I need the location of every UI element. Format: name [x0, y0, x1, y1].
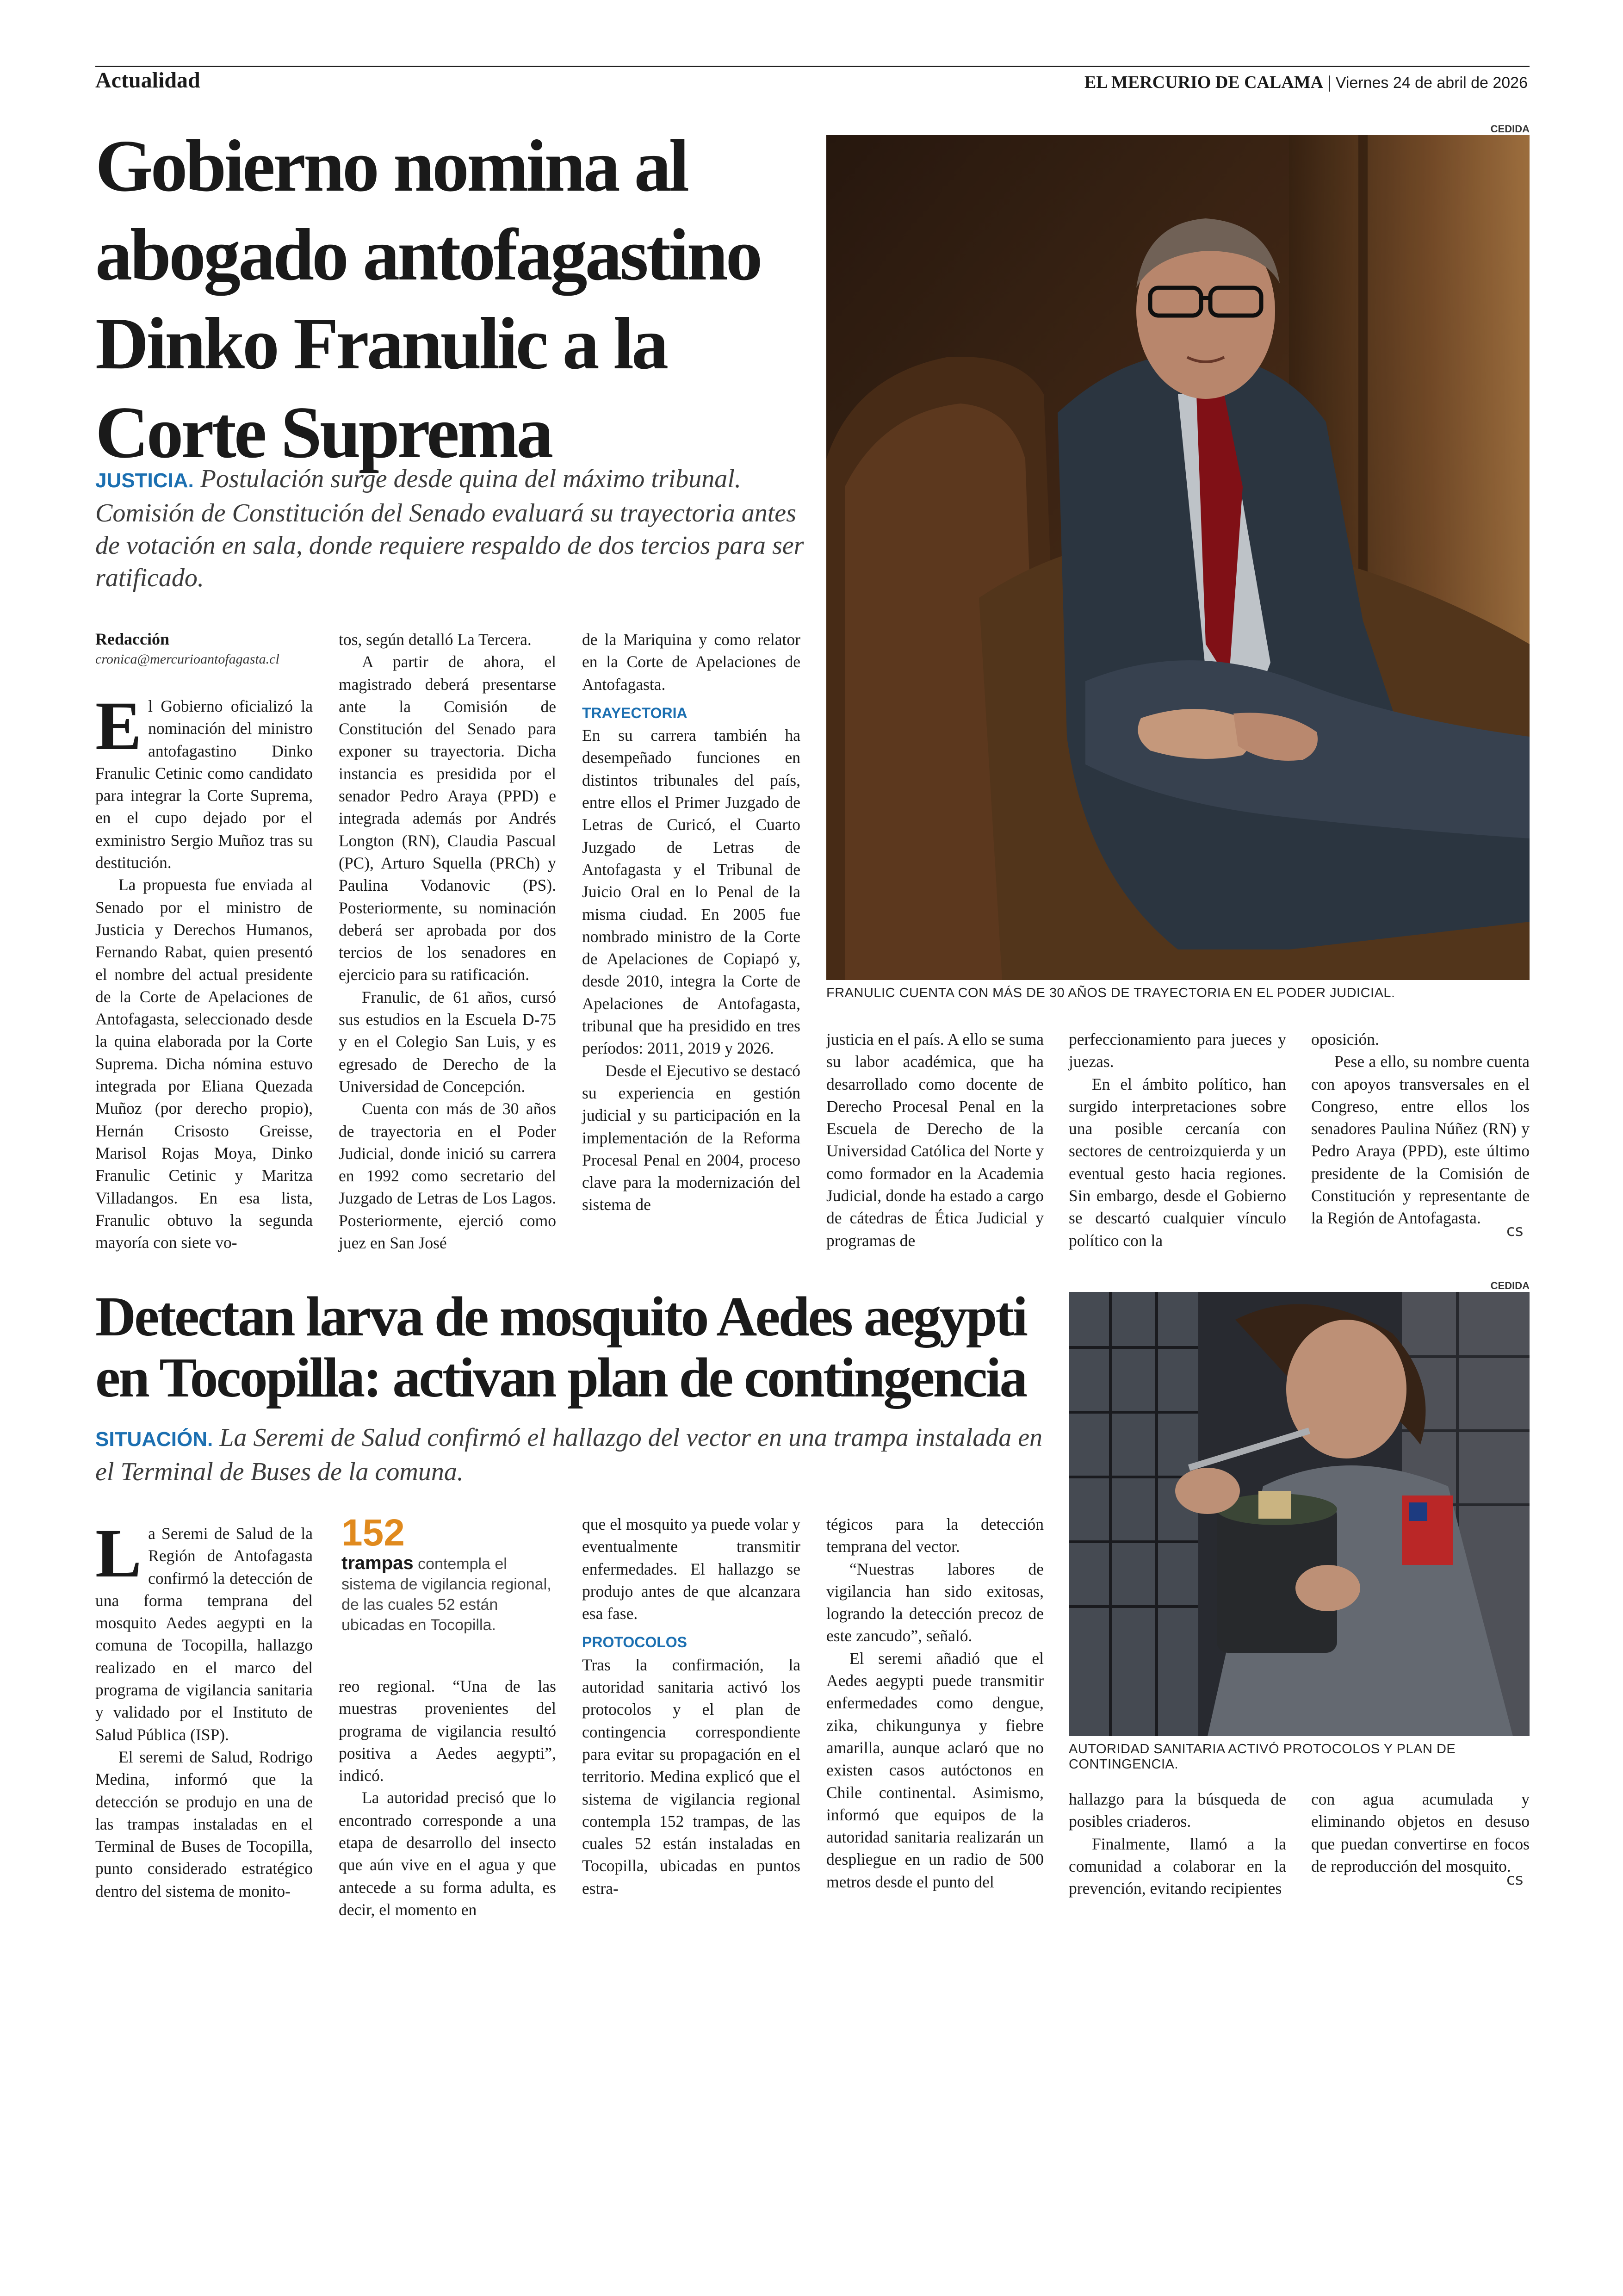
issue-date: Viernes 24 de abril de 2026	[1335, 74, 1528, 92]
article1-column-4	[826, 1028, 1044, 1252]
byline	[95, 629, 308, 667]
pull-quote-label: trampas	[341, 1553, 414, 1573]
article2-column-2	[339, 1675, 556, 1921]
article2-paragraph: a Seremi de Salud de la Región de Antofagasta confirmó la detección de una forma temprana del mosquito Aedes aegypti en la comuna de Tocopilla, hallazgo realizado en el marco del programa de vigilancia sanitaria y validado por el Instituto de Salud Pública (ISP).	[95, 1524, 313, 1744]
photo1-caption: FRANULIC CUENTA CON MÁS DE 30 AÑOS DE TRAYECTORIA EN EL PODER JUDICIAL.	[826, 986, 1395, 1000]
article1-paragraph: Pese a ello, su nombre cuenta con apoyos transversales en el Congreso, entre ellos los senadores Paulina Núñez (RN) y Pedro Araya (PPD), este último presidente de la Comisión de Constitución y representante de la Región de Antofagasta.	[1311, 1052, 1530, 1228]
article1-paragraph: perfeccionamiento para jueces y juezas.	[1069, 1030, 1286, 1071]
article1-paragraph: En el ámbito político, han surgido interpretaciones sobre una posible cercanía con sectores de centroizquierda y un eventual gesto hacia regiones. Sin embargo, desde el Gobierno se descartó cualquier vínculo político con la	[1069, 1074, 1286, 1250]
article1-paragraph: de la Mariquina y como relator en la Corte de Apelaciones de Antofagasta.	[582, 630, 800, 694]
article2-column-5	[1069, 1788, 1286, 1899]
article2-paragraph: “Nuestras labores de vigilancia han sido exitosas, logrando la detección precoz de este zancudo”, señaló.	[826, 1559, 1044, 1645]
article2-paragraph: hallazgo para la búsqueda de posibles criaderos.	[1069, 1790, 1286, 1831]
article2-paragraph: Finalmente, llamó a la comunidad a colaborar en la prevención, evitando recipientes	[1069, 1834, 1286, 1898]
article2-end-mark: cs	[1506, 1870, 1524, 1889]
article1-column-5	[1069, 1028, 1286, 1252]
photo2-caption: AUTORIDAD SANITARIA ACTIVÓ PROTOCOLOS Y PLAN DE CONTINGENCIA.	[1069, 1742, 1456, 1772]
article1-paragraph: l Gobierno oficializó la nominación del ministro antofagastino Dinko Franulic Cetinic como candidato para integrar la Corte Suprema, en el cupo dejado por el exministro Sergio Muñoz tras su destitución.	[95, 697, 313, 872]
article2-paragraph: La autoridad precisó que lo encontrado corresponde a una etapa de desarrollo del insecto que aún vive en el agua y que antecede a su forma adulta, es decir, el momento en	[339, 1788, 556, 1919]
article1-paragraph: En su carrera también ha desempeñado funciones en distintos tribunales del país, entre ellos el Primer Juzgado de Letras de Curicó, el Cuarto Juzgado de Letras de Antofagasta y el Tribunal de Juicio Oral en lo Penal de la misma ciudad. En 2005 fue nombrado ministro de la Corte de Apelaciones de Copiapó y, desde 2010, integra la Corte de Apelaciones de Antofagasta, tribunal que ha presidido en tres períodos: 2011, 2019 y 2026.	[582, 726, 800, 1058]
article1-drop-cap: E	[95, 688, 142, 764]
health-worker-illustration	[1069, 1292, 1530, 1736]
article1-paragraph: Cuenta con más de 30 años de trayectoria en el Poder Judicial, donde inició su carrera en 1992 como secretario del Juzgado de Letras de Los Lagos. Posteriormente, ejerció como juez en San José	[339, 1099, 556, 1253]
article1-headline: Gobierno nomina al abogado antofagastino Dinko Franulic a la Corte Suprema	[95, 124, 761, 473]
article2-paragraph: con agua acumulada y eliminando objetos en desuso que puedan convertirse en focos de reproducción del mosquito.	[1311, 1790, 1530, 1875]
article2-lead-text: La Seremi de Salud confirmó el hallazgo del vector en una trampa instalada en el Terminal de Buses de la comuna.	[95, 1423, 1043, 1486]
article2-drop-cap: L	[95, 1515, 142, 1592]
byline-email: cronica@mercurioantofagasta.cl	[95, 652, 279, 667]
article1-column-3	[582, 628, 800, 1216]
article1-paragraph: tos, según detalló La Tercera.	[339, 630, 532, 649]
article2-paragraph: El seremi añadió que el Aedes aegypti puede transmitir enfermedades como dengue, zika, chikungunya y fiebre amarilla, aunque aclaró que no existen casos autóctonos en Chile continental. Asimismo, informó que equipos de la autoridad sanitaria realizarán un despliegue en un radio de 500 metros desde el punto del	[826, 1649, 1044, 1891]
article2-paragraph: El seremi de Salud, Rodrigo Medina, informó que la detección se produjo en una de las trampas instaladas en el Terminal de Buses de Tocopilla, punto considerado estratégico dentro del sistema de monito-	[95, 1747, 313, 1900]
article2-column-6	[1311, 1788, 1530, 1877]
article2-subhead: PROTOCOLOS	[582, 1634, 687, 1651]
article1-column-6	[1311, 1028, 1530, 1229]
article1-lead	[95, 463, 808, 594]
paper-name: EL MERCURIO DE CALAMA	[1084, 73, 1324, 92]
article1-column-2	[339, 628, 556, 1254]
article1-end-mark: cs	[1506, 1222, 1524, 1240]
article1-paragraph: oposición.	[1311, 1030, 1379, 1049]
portrait-illustration	[826, 135, 1530, 980]
article2-paragraph: reo regional. “Una de las muestras provenientes del programa de vigilancia resultó positiva a Aedes aegypti”, indicó.	[339, 1677, 556, 1785]
article2-paragraph: que el mosquito ya puede volar y eventualmente transmitir enfermedades. El hallazgo se produjo antes de que alcanzara esa fase.	[582, 1515, 800, 1623]
article1-paragraph: justicia en el país. A ello se suma su labor académica, que ha desarrollado como docente de Derecho Procesal Penal en la Escuela de Derecho de la Universidad Católica del Norte y como formador en la Academia Judicial, donde ha estado a cargo de cátedras de Ética Judicial y programas de	[826, 1030, 1044, 1250]
photo-franulic	[826, 135, 1530, 980]
photo-health-worker	[1069, 1292, 1530, 1736]
article2-column-3	[582, 1513, 800, 1899]
article2-paragraph: tégicos para la detección temprana del vector.	[826, 1515, 1044, 1556]
photo1-credit: CEDIDA	[1490, 123, 1530, 135]
masthead-separator: |	[1323, 73, 1336, 92]
article1-kicker: JUSTICIA.	[95, 469, 194, 492]
pull-quote	[341, 1513, 556, 1635]
article1-paragraph: Franulic, de 61 años, cursó sus estudios en la Escuela D-75 y en el Colegio San Luis, y es egresado de Derecho de la Universidad de Concepción.	[339, 987, 556, 1096]
header-rule	[95, 66, 1530, 67]
article1-lead-text: Postulación surge desde quina del máximo tribunal. Comisión de Constitución del Senado evaluará su trayectoria antes de votación en sala, donde requiere respaldo de dos tercios para ser ratificado.	[95, 465, 804, 592]
article1-subhead: TRAYECTORIA	[582, 704, 688, 721]
byline-name: Redacción	[95, 630, 169, 648]
article1-paragraph: Desde el Ejecutivo se destacó su experiencia en gestión judicial y su participación en la implementación de la Reforma Procesal Penal en 2004, proceso clave para la modernización del sistema de	[582, 1061, 800, 1214]
section-label: Actualidad	[95, 68, 200, 93]
article2-paragraph: Tras la confirmación, la autoridad sanitaria activó los protocolos y el plan de contingencia correspondiente para evitar su propagación en el territorio. Medina explicó que el sistema de vigilancia regional contempla 152 trampas, de las cuales 52 están instaladas en Tocopilla, ubicadas en puntos estra-	[582, 1655, 800, 1898]
article2-headline: Detectan larva de mosquito Aedes aegypti en Tocopilla: activan plan de contingencia	[95, 1285, 1027, 1409]
article2-column-1	[95, 1515, 313, 1902]
photo2-credit: CEDIDA	[1490, 1280, 1530, 1291]
pull-quote-text	[341, 1553, 556, 1635]
article1-paragraph: La propuesta fue enviada al Senado por el ministro de Justicia y Derechos Humanos, Fernando Rabat, quien presentó el nombre del actual presidente de la Corte de Apelaciones de Antofagasta, seleccionado desde la quina elaborada por la Corte Suprema. Dicha nómina estuvo integrada por Eliana Quezada Muñoz (por derecho propio), Hernán Crisosto Greisse, Marisol Rojas Moya, Dinko Franulic Cetinic y Maritza Villadangos. En esa lista, Franulic obtuvo la segunda mayoría con siete vo-	[95, 875, 313, 1252]
article1-column-1	[95, 688, 313, 1253]
article2-column-4	[826, 1513, 1044, 1893]
masthead	[1084, 72, 1528, 93]
article1-paragraph: A partir de ahora, el magistrado deberá presentarse ante la Comisión de Constitución del Senado para exponer su trayectoria. Dicha instancia es presidida por el senador Pedro Araya (PPD) e integrada además por Andrés Longton (RN), Claudia Pascual (PC), Arturo Squella (PRCh) y Paulina Vodanovic (PS). Posteriormente, su nominación deberá ser aprobada por dos tercios de los senadores en ejercicio para su ratificación.	[339, 652, 556, 984]
pull-quote-number: 152	[341, 1512, 405, 1554]
pull-quote-body: contempla el sistema de vigilancia regional, de las cuales 52 están ubicadas en Tocopilla.	[341, 1555, 551, 1634]
article2-lead	[95, 1421, 1058, 1488]
article2-kicker: SITUACIÓN.	[95, 1428, 213, 1451]
